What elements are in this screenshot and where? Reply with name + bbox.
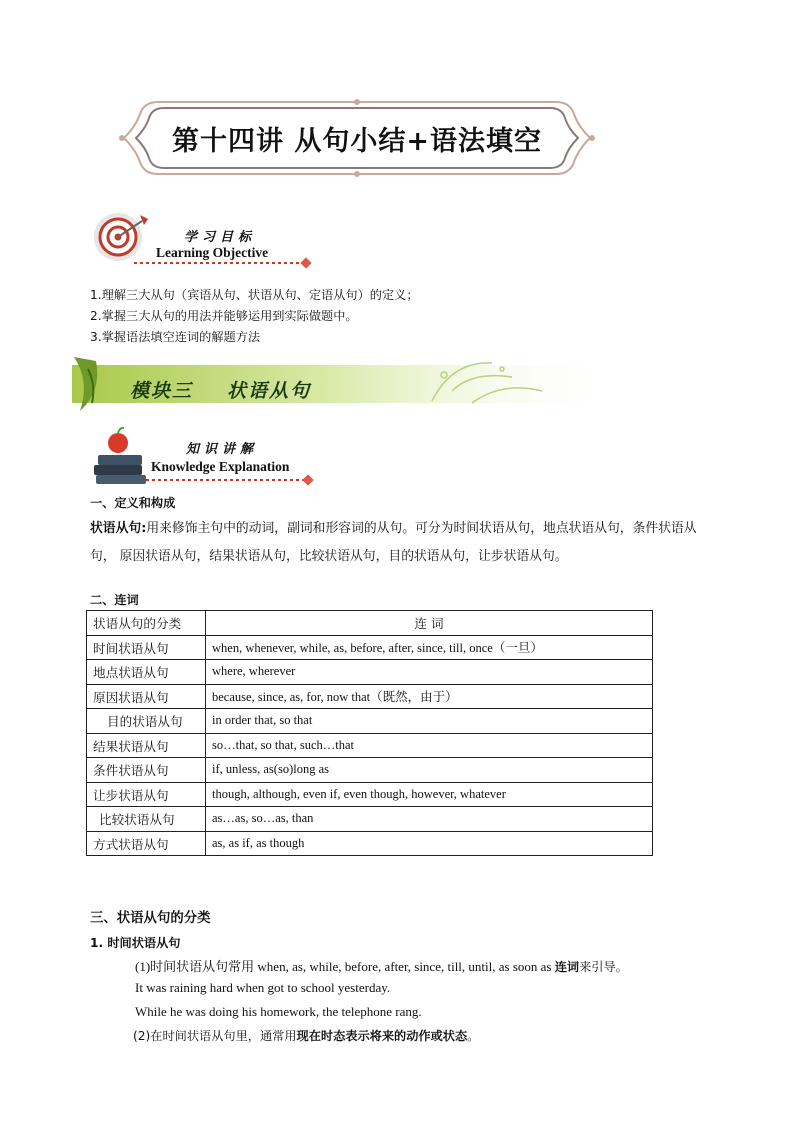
table-cell-type: 原因状语从句 — [87, 684, 206, 709]
example-sentence: While he was doing his homework, the telephone rang. — [135, 1004, 422, 1019]
table-header: 连 词 — [206, 611, 653, 636]
badge-cn-label: 知识讲解 — [186, 442, 259, 457]
table-cell-words: if, unless, as(so)long as — [206, 758, 653, 783]
rule-line — [135, 956, 628, 975]
table-cell-type: 比较状语从句 — [87, 807, 206, 832]
badge-en-label: Learning Objective — [156, 245, 269, 260]
conjunction-table — [86, 610, 653, 856]
definition-term: 状语从句: — [90, 521, 147, 536]
table-row — [87, 684, 653, 709]
table-cell-words: as, as if, as though — [206, 831, 653, 856]
module-label: 模块三 — [130, 380, 194, 402]
table-row — [87, 758, 653, 783]
table-cell-type: 目的状语从句 — [87, 709, 206, 734]
table-cell-type: 方式状语从句 — [87, 831, 206, 856]
objective-item: 2.掌握三大从句的用法并能够运用到实际做题中。 — [90, 309, 358, 323]
table-cell-type: 结果状语从句 — [87, 733, 206, 758]
badge-en-label: Knowledge Explanation — [151, 459, 290, 474]
table-cell-words: so…that, so that, such…that — [206, 733, 653, 758]
objectives-list — [90, 285, 419, 348]
table-row — [87, 831, 653, 856]
table-cell-type: 时间状语从句 — [87, 635, 206, 660]
table-cell-type: 条件状语从句 — [87, 758, 206, 783]
table-cell-words: when, whenever, while, as, before, after, since, till, once（一旦） — [206, 635, 653, 660]
rule-text: (1)时间状语从句常用 when, as, while, before, after, since, till, until, as soon as — [135, 959, 555, 974]
example-sentence: It was raining hard when got to school yesterday. — [135, 980, 391, 995]
table-row — [87, 709, 653, 734]
rule-text: (2)在时间状语从句里，通常用 — [133, 1029, 297, 1043]
title-banner — [118, 96, 596, 180]
objective-item: 3.掌握语法填空连词的解题方法 — [90, 330, 261, 344]
subsection-heading: 1. 时间状语从句 — [90, 936, 181, 950]
section-heading: 一、定义和构成 — [90, 496, 176, 510]
table-cell-type: 地点状语从句 — [87, 660, 206, 685]
table-row — [87, 660, 653, 685]
table-header-row — [87, 611, 653, 636]
knowledge-explanation-badge — [90, 425, 320, 487]
table-row — [87, 782, 653, 807]
rule-bold: 现在时态表示将来的动作或状态 — [296, 1029, 468, 1043]
table-row — [87, 733, 653, 758]
table-cell-words: though, although, even if, even though, however, whatever — [206, 782, 653, 807]
table-header: 状语从句的分类 — [87, 611, 206, 636]
rule-suffix: 来引导。 — [579, 960, 628, 974]
section-heading: 二、连词 — [90, 593, 139, 607]
learning-objective-badge — [88, 207, 318, 271]
module-heading — [130, 376, 311, 403]
objective-item: 1.理解三大从句（宾语从句、状语从句、定语从句）的定义； — [90, 288, 419, 302]
table-row — [87, 635, 653, 660]
badge-cn-label: 学习目标 — [184, 230, 257, 245]
page-title: 第十四讲 从句小结+语法填空 — [171, 125, 543, 157]
rule-bold: 连词 — [554, 960, 580, 974]
table-cell-words: as…as, so…as, than — [206, 807, 653, 832]
section-heading: 三、状语从句的分类 — [90, 911, 211, 926]
table-cell-words: because, since, as, for, now that（既然，由于） — [206, 684, 653, 709]
definition-paragraph — [90, 515, 710, 571]
definition-text: 用来修饰主句中的动词，副词和形容词的从句。可分为时间状语从句，地点状语从句，条件状语从句， 原因状语从句，结果状语从句，比较状语从句，目的状语从句，让步状语从句。 — [90, 521, 697, 564]
rule-suffix: 。 — [467, 1029, 480, 1043]
table-row — [87, 807, 653, 832]
module-name: 状语从句 — [227, 380, 312, 402]
rule-line — [133, 1027, 479, 1044]
table-cell-type: 让步状语从句 — [87, 782, 206, 807]
table-cell-words: in order that, so that — [206, 709, 653, 734]
table-cell-words: where, wherever — [206, 660, 653, 685]
